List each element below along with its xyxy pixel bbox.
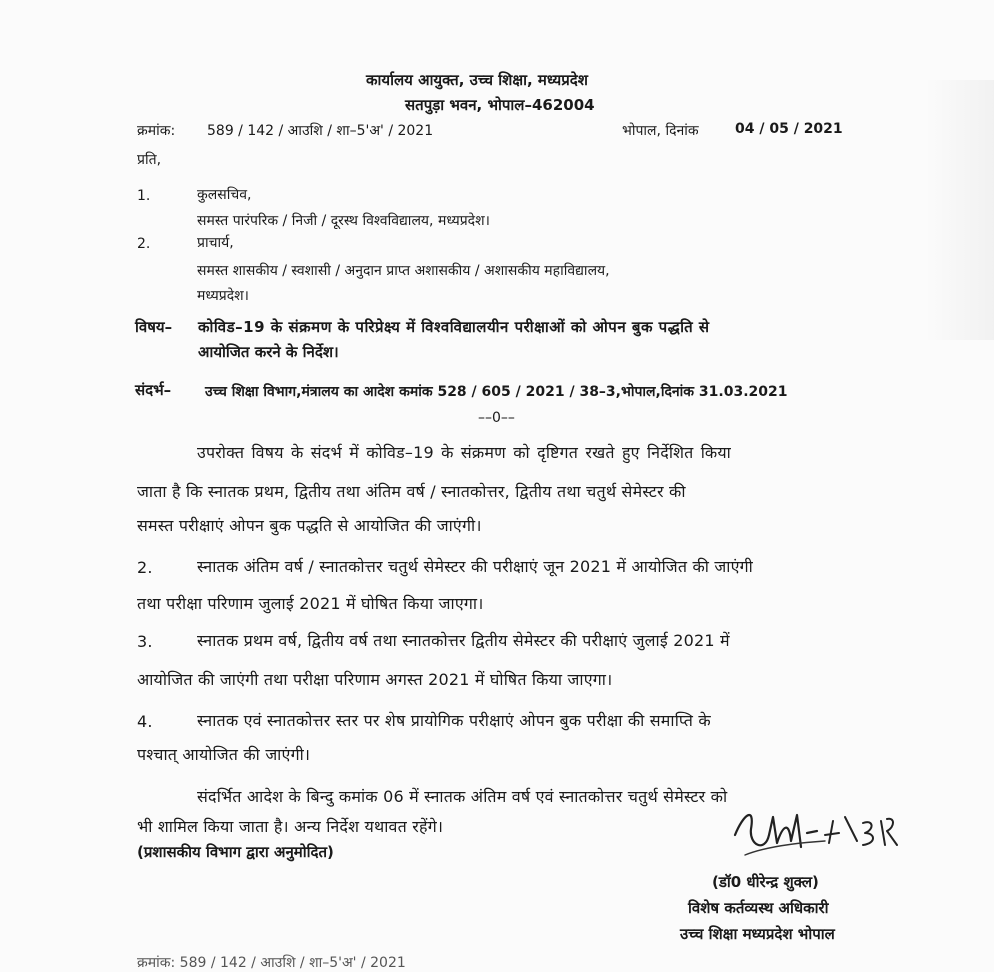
scan-shadow [924, 80, 994, 340]
addressee-2-title: प्राचार्य, [197, 235, 234, 251]
para-4-num: 4. [137, 712, 153, 731]
addressee-1-title: कुलसचिव, [197, 187, 252, 203]
place-date-label: भोपाल, दिनांक [622, 123, 699, 139]
para-2-line-2: तथा परीक्षा परिणाम जुलाई 2021 में घोषित किया जाएगा। [137, 594, 484, 613]
addressee-2-num: 2. [137, 236, 151, 252]
reference-text: उच्च शिक्षा विभाग,मंत्रालय का आदेश कमांक 528 / 605 / 2021 / 38–3,भोपाल,दिनांक 31.03.2021 [205, 384, 788, 400]
para-5-line-2: भी शामिल किया जाता है। अन्य निर्देश यथावत रहेंगे। [137, 817, 444, 836]
addressee-1-detail: समस्त पारंपरिक / निजी / दूरस्थ विश्वविद्यालय, मध्यप्रदेश। [197, 213, 490, 229]
addressee-2-state: मध्यप्रदेश। [197, 288, 249, 304]
subject-line-2: आयोजित करने के निर्देश। [198, 343, 339, 361]
reference-label: संदर्भ– [135, 381, 172, 399]
para-3-line-1: स्नातक प्रथम वर्ष, द्वितीय वर्ष तथा स्नातकोत्तर द्वितीय सेमेस्टर की परीक्षाएं जुलाई 2021 में [197, 631, 730, 650]
subject-label: विषय– [135, 318, 173, 336]
para-2-num: 2. [137, 558, 153, 577]
para-4-line-1: स्नातक एवं स्नातकोत्तर स्तर पर शेष प्रायोगिक परीक्षाएं ओपन बुक परीक्षा की समाप्ति के [197, 711, 711, 730]
issue-date: 04 / 05 / 2021 [735, 121, 843, 137]
footer-ref-cut: क्रमांक: 589 / 142 / आउशि / शा–5'अ' / 2021 [137, 955, 406, 971]
para-1-line-3: समस्त परीक्षाएं ओपन बुक पद्धति से आयोजित की जाएंगी। [137, 516, 482, 535]
para-4-line-2: पश्चात् आयोजित की जाएंगी। [137, 745, 311, 764]
signatory-name: (डॉ0 धीरेन्द्र शुक्ल) [712, 873, 819, 891]
para-3-num: 3. [137, 632, 153, 651]
approval-note: (प्रशासकीय विभाग द्वारा अनुमोदित) [137, 843, 334, 861]
addressee-2-detail: समस्त शासकीय / स्वशासी / अनुदान प्राप्त अशासकीय / अशासकीय महाविद्यालय, [197, 263, 610, 279]
para-3-line-2: आयोजित की जाएंगी तथा परीक्षा परिणाम अगस्त 2021 में घोषित किया जाएगा। [137, 670, 613, 689]
subject-line-1: कोविड–19 के संक्रमण के परिप्रेक्ष्य में विश्वविद्यालयीन परीक्षाओं को ओपन बुक पद्धति से [198, 318, 710, 336]
signatory-designation: विशेष कर्तव्यस्थ अधिकारी [688, 899, 829, 917]
section-divider: ––0–– [478, 410, 515, 426]
para-5-line-1: संदर्भित आदेश के बिन्दु कमांक 06 में स्नातक अंतिम वर्ष एवं स्नातकोत्तर चतुर्थ सेमेस्टर को [197, 787, 728, 806]
handwritten-signature [725, 795, 900, 870]
prati-label: प्रति, [137, 152, 162, 168]
office-address: सतपुड़ा भवन, भोपाल–462004 [405, 96, 595, 114]
office-title: कार्यालय आयुक्त, उच्च शिक्षा, मध्यप्रदेश [366, 71, 588, 89]
addressee-1-num: 1. [137, 188, 151, 204]
para-1-line-1: उपरोक्त विषय के संदर्भ में कोविड–19 के संक्रमण को दृष्टिगत रखते हुए निर्देशित किया [197, 443, 732, 462]
para-2-line-1: स्नातक अंतिम वर्ष / स्नातकोत्तर चतुर्थ सेमेस्टर की परीक्षाएं जून 2021 में आयोजित की जाएंगी [197, 557, 754, 576]
ref-number: 589 / 142 / आउशि / शा–5'अ' / 2021 [207, 123, 434, 139]
para-1-line-2: जाता है कि स्नातक प्रथम, द्वितीय तथा अंतिम वर्ष / स्नातकोत्तर, द्वितीय तथा चतुर्थ सेमेस्टर की [137, 482, 686, 501]
ref-label: क्रमांक: [137, 123, 176, 139]
signatory-office: उच्च शिक्षा मध्यप्रदेश भोपाल [680, 925, 835, 943]
